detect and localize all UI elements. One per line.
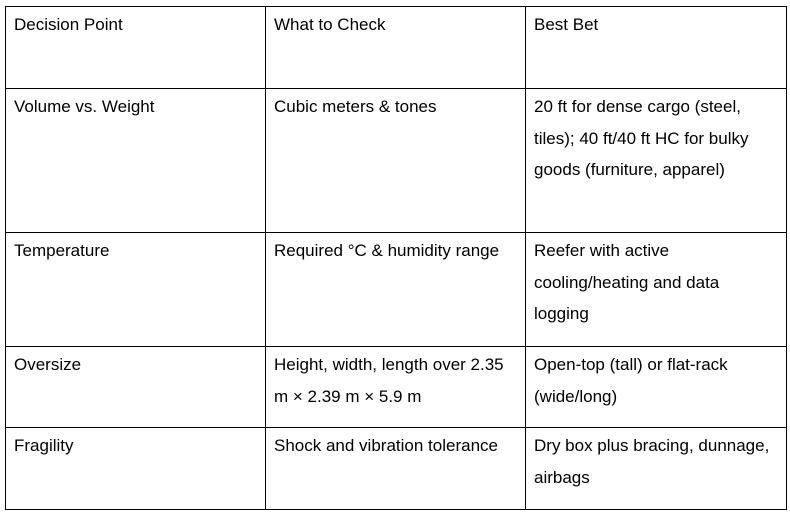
header-cell-best-bet: Best Bet — [526, 7, 787, 89]
table-cell: Cubic meters & tones — [266, 89, 526, 233]
table-cell: Open-top (tall) or flat-rack (wide/long) — [526, 347, 787, 428]
table-cell: Volume vs. Weight — [6, 89, 266, 233]
table-cell: Dry box plus bracing, dunnage, airbags — [526, 428, 787, 510]
table-cell: 20 ft for dense cargo (steel, tiles); 40 ft/40 ft HC for bulky goods (furniture, apparel) — [526, 89, 787, 233]
table-row — [6, 233, 787, 347]
table-row — [6, 428, 787, 510]
table-cell: Fragility — [6, 428, 266, 510]
table-cell: Required °C & humidity range — [266, 233, 526, 347]
header-cell-decision-point: Decision Point — [6, 7, 266, 89]
table-cell: Shock and vibration tolerance — [266, 428, 526, 510]
table-cell: Reefer with active cooling/heating and data logging — [526, 233, 787, 347]
table-header-row — [6, 7, 787, 89]
table-row — [6, 89, 787, 233]
header-cell-what-to-check: What to Check — [266, 7, 526, 89]
container-selection-table — [5, 6, 787, 510]
table-cell: Temperature — [6, 233, 266, 347]
table-cell: Oversize — [6, 347, 266, 428]
table-row — [6, 347, 787, 428]
table-cell: Height, width, length over 2.35 m × 2.39 m × 5.9 m — [266, 347, 526, 428]
